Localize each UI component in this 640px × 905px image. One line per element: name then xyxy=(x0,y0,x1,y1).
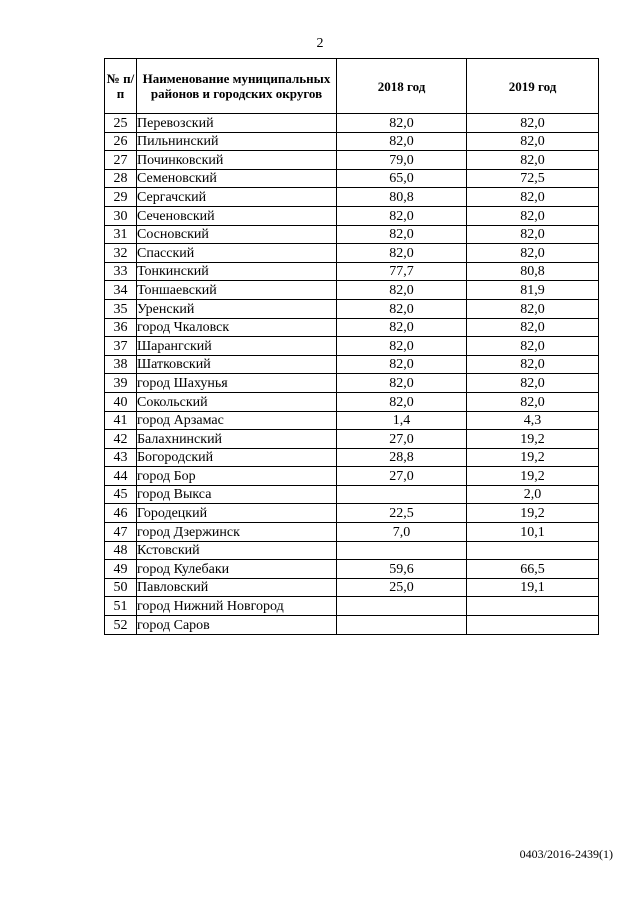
table-row xyxy=(105,299,599,318)
row-name: город Арзамас xyxy=(137,411,337,430)
table-row xyxy=(105,337,599,356)
row-value-2018 xyxy=(337,541,467,560)
row-value-2019: 82,0 xyxy=(467,225,599,244)
row-name: Балахнинский xyxy=(137,430,337,449)
table-row xyxy=(105,541,599,560)
row-value-2019: 4,3 xyxy=(467,411,599,430)
row-value-2019: 82,0 xyxy=(467,337,599,356)
row-value-2019: 19,2 xyxy=(467,448,599,467)
row-value-2018: 82,0 xyxy=(337,132,467,151)
table-row xyxy=(105,523,599,542)
table-row xyxy=(105,262,599,281)
table-row xyxy=(105,114,599,133)
row-number: 47 xyxy=(105,523,137,542)
row-value-2018: 27,0 xyxy=(337,430,467,449)
table-row xyxy=(105,560,599,579)
row-value-2018: 82,0 xyxy=(337,281,467,300)
row-name: Уренский xyxy=(137,299,337,318)
row-value-2019: 81,9 xyxy=(467,281,599,300)
table-header-row xyxy=(105,59,599,114)
row-number: 41 xyxy=(105,411,137,430)
row-name: Шатковский xyxy=(137,355,337,374)
row-number: 38 xyxy=(105,355,137,374)
row-value-2019: 72,5 xyxy=(467,169,599,188)
row-value-2018: 22,5 xyxy=(337,504,467,523)
table-row xyxy=(105,151,599,170)
row-number: 35 xyxy=(105,299,137,318)
row-name: город Шахунья xyxy=(137,374,337,393)
table-row xyxy=(105,504,599,523)
table-row xyxy=(105,206,599,225)
table-row xyxy=(105,318,599,337)
row-number: 40 xyxy=(105,392,137,411)
row-value-2018: 65,0 xyxy=(337,169,467,188)
row-value-2019: 19,2 xyxy=(467,430,599,449)
row-value-2018: 1,4 xyxy=(337,411,467,430)
row-value-2019: 2,0 xyxy=(467,485,599,504)
table-row xyxy=(105,430,599,449)
row-name: Городецкий xyxy=(137,504,337,523)
row-value-2018: 82,0 xyxy=(337,337,467,356)
row-name: Кстовский xyxy=(137,541,337,560)
table-row xyxy=(105,485,599,504)
row-value-2018: 82,0 xyxy=(337,225,467,244)
row-number: 36 xyxy=(105,318,137,337)
row-name: Починковский xyxy=(137,151,337,170)
row-number: 32 xyxy=(105,244,137,263)
row-value-2019: 82,0 xyxy=(467,151,599,170)
row-value-2018 xyxy=(337,597,467,616)
table-row xyxy=(105,448,599,467)
row-name: Тонкинский xyxy=(137,262,337,281)
row-value-2018: 82,0 xyxy=(337,318,467,337)
row-value-2018: 77,7 xyxy=(337,262,467,281)
row-value-2018: 59,6 xyxy=(337,560,467,579)
row-number: 48 xyxy=(105,541,137,560)
table-row xyxy=(105,355,599,374)
row-value-2019: 19,2 xyxy=(467,467,599,486)
row-number: 52 xyxy=(105,616,137,635)
row-name: Сеченовский xyxy=(137,206,337,225)
row-number: 46 xyxy=(105,504,137,523)
row-name: город Дзержинск xyxy=(137,523,337,542)
row-value-2018: 79,0 xyxy=(337,151,467,170)
row-value-2019: 19,2 xyxy=(467,504,599,523)
row-value-2018: 82,0 xyxy=(337,392,467,411)
row-value-2019: 82,0 xyxy=(467,299,599,318)
header-2018: 2018 год xyxy=(337,59,467,114)
row-value-2018: 82,0 xyxy=(337,374,467,393)
row-value-2019: 19,1 xyxy=(467,578,599,597)
table-row xyxy=(105,169,599,188)
table-row xyxy=(105,411,599,430)
header-2019: 2019 год xyxy=(467,59,599,114)
table-row xyxy=(105,597,599,616)
table-row xyxy=(105,392,599,411)
row-number: 31 xyxy=(105,225,137,244)
row-number: 44 xyxy=(105,467,137,486)
table-row xyxy=(105,132,599,151)
table-row xyxy=(105,578,599,597)
row-number: 39 xyxy=(105,374,137,393)
row-number: 49 xyxy=(105,560,137,579)
row-name: Шарангский xyxy=(137,337,337,356)
row-number: 34 xyxy=(105,281,137,300)
row-name: город Саров xyxy=(137,616,337,635)
row-name: Павловский xyxy=(137,578,337,597)
row-value-2019: 82,0 xyxy=(467,244,599,263)
row-name: город Выкса xyxy=(137,485,337,504)
row-value-2018: 82,0 xyxy=(337,206,467,225)
municipalities-table xyxy=(104,58,599,635)
row-name: Семеновский xyxy=(137,169,337,188)
row-value-2019 xyxy=(467,616,599,635)
row-value-2018: 82,0 xyxy=(337,114,467,133)
header-name: Наименование муниципальных районов и городских округов xyxy=(137,59,337,114)
row-name: город Чкаловск xyxy=(137,318,337,337)
row-value-2018: 7,0 xyxy=(337,523,467,542)
row-value-2019: 82,0 xyxy=(467,188,599,207)
row-value-2019: 10,1 xyxy=(467,523,599,542)
row-number: 37 xyxy=(105,337,137,356)
row-value-2018: 28,8 xyxy=(337,448,467,467)
row-number: 51 xyxy=(105,597,137,616)
row-name: Богородский xyxy=(137,448,337,467)
row-name: город Кулебаки xyxy=(137,560,337,579)
row-value-2019 xyxy=(467,597,599,616)
row-value-2019 xyxy=(467,541,599,560)
row-number: 25 xyxy=(105,114,137,133)
row-name: Сосновский xyxy=(137,225,337,244)
row-value-2019: 66,5 xyxy=(467,560,599,579)
row-value-2019: 82,0 xyxy=(467,374,599,393)
row-name: город Бор xyxy=(137,467,337,486)
document-code: 0403/2016-2439(1) xyxy=(519,847,613,861)
row-name: Тоншаевский xyxy=(137,281,337,300)
row-name: Пильнинский xyxy=(137,132,337,151)
row-name: Сокольский xyxy=(137,392,337,411)
table-row xyxy=(105,374,599,393)
row-number: 42 xyxy=(105,430,137,449)
row-value-2018: 27,0 xyxy=(337,467,467,486)
row-number: 43 xyxy=(105,448,137,467)
table-row xyxy=(105,188,599,207)
row-value-2019: 82,0 xyxy=(467,206,599,225)
row-value-2018: 25,0 xyxy=(337,578,467,597)
table-row xyxy=(105,467,599,486)
row-name: город Нижний Новгород xyxy=(137,597,337,616)
table-row xyxy=(105,616,599,635)
row-value-2019: 80,8 xyxy=(467,262,599,281)
table-row xyxy=(105,281,599,300)
row-number: 28 xyxy=(105,169,137,188)
row-value-2018: 80,8 xyxy=(337,188,467,207)
row-name: Сергачский xyxy=(137,188,337,207)
row-value-2018: 82,0 xyxy=(337,244,467,263)
header-number: № п/п xyxy=(105,59,137,114)
row-number: 45 xyxy=(105,485,137,504)
row-value-2018 xyxy=(337,616,467,635)
table-body xyxy=(105,114,599,635)
table-row xyxy=(105,225,599,244)
row-name: Спасский xyxy=(137,244,337,263)
table-row xyxy=(105,244,599,263)
row-number: 30 xyxy=(105,206,137,225)
row-name: Перевозский xyxy=(137,114,337,133)
row-number: 26 xyxy=(105,132,137,151)
row-value-2018 xyxy=(337,485,467,504)
row-value-2019: 82,0 xyxy=(467,355,599,374)
row-value-2019: 82,0 xyxy=(467,132,599,151)
row-value-2018: 82,0 xyxy=(337,355,467,374)
row-number: 33 xyxy=(105,262,137,281)
row-value-2018: 82,0 xyxy=(337,299,467,318)
page-number: 2 xyxy=(316,36,324,51)
row-value-2019: 82,0 xyxy=(467,114,599,133)
row-number: 50 xyxy=(105,578,137,597)
row-value-2019: 82,0 xyxy=(467,392,599,411)
row-number: 27 xyxy=(105,151,137,170)
row-value-2019: 82,0 xyxy=(467,318,599,337)
row-number: 29 xyxy=(105,188,137,207)
